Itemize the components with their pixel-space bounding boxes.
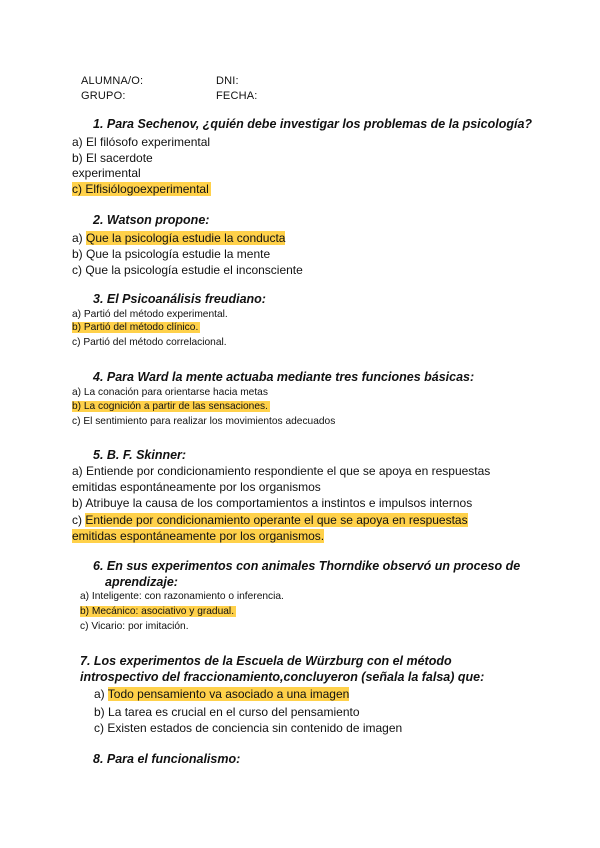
q7-option-c	[94, 721, 402, 735]
q6-option-c	[80, 621, 189, 632]
option-text: Partió del método correlacional.	[83, 337, 227, 348]
option-text: Elfisiólogoexperimental	[85, 182, 209, 196]
question-7-title: 7. Los experimentos de la Escuela de Würzburg con el método	[80, 654, 452, 668]
q4-option-a	[72, 387, 268, 398]
q7-option-b	[94, 705, 360, 719]
q5-option-a-continuation: emitidas espontáneamente por los organismos	[72, 480, 321, 494]
option-prefix: a)	[72, 309, 84, 320]
option-prefix: b)	[72, 496, 86, 510]
option-text: Mecánico: asociativo y gradual.	[91, 606, 235, 617]
option-text: Atribuye la causa de los comportamientos a instintos e impulsos internos	[85, 496, 473, 510]
q3-option-a	[72, 309, 228, 320]
option-text: Entiende por condicionamiento respondiente el que se apoya en respuestas	[86, 464, 491, 478]
question-1-title: 1. Para Sechenov, ¿quién debe investigar los problemas de la psicología?	[93, 117, 533, 131]
option-text: El sentimiento para realizar los movimientos adecuados	[83, 416, 336, 427]
option-prefix: c)	[72, 337, 84, 348]
option-prefix: c)	[94, 721, 108, 735]
q6-option-a	[80, 591, 284, 602]
option-text: Partió del método clínico.	[83, 322, 199, 333]
q5-option-b	[72, 496, 472, 510]
q3-option-b-correct	[72, 322, 200, 333]
option-text: Que la psicología estudie el inconsciente	[85, 263, 303, 277]
option-prefix: c)	[72, 263, 86, 277]
option-prefix: a)	[72, 135, 87, 149]
option-text-correct: emitidas espontáneamente por los organismos.	[72, 529, 325, 543]
q2-option-a	[72, 231, 285, 245]
option-text: Partió del método experimental.	[83, 309, 228, 320]
option-text-correct: Todo pensamiento va asociado a una imagen	[107, 687, 350, 701]
question-5-title: 5. B. F. Skinner:	[93, 448, 187, 462]
q2-option-c	[72, 263, 303, 277]
option-prefix: a)	[72, 387, 84, 398]
q1-option-a	[72, 135, 210, 149]
option-text: La cognición a partir de las sensaciones.	[83, 401, 268, 412]
option-prefix: a)	[72, 464, 87, 478]
option-text: Existen estados de conciencia sin contenido de imagen	[107, 721, 403, 735]
option-prefix: c)	[72, 182, 86, 196]
option-text: Que la psicología estudie la mente	[86, 247, 271, 261]
q4-option-c	[72, 416, 335, 427]
option-prefix: a)	[80, 591, 92, 602]
q3-option-c	[72, 337, 227, 348]
option-text-correct: Que la psicología estudie la conducta	[86, 231, 286, 245]
option-prefix: b)	[72, 151, 87, 165]
option-prefix: b)	[72, 247, 87, 261]
q1-option-c-correct	[72, 182, 211, 196]
option-text: La tarea es crucial en el curso del pensamiento	[108, 705, 360, 719]
option-text-correct: Entiende por condicionamiento operante el que se apoya en respuestas	[85, 513, 468, 527]
q5-option-c-continuation	[72, 529, 324, 543]
option-text: Inteligente: con razonamiento o inferencia.	[91, 591, 284, 602]
q5-option-c	[72, 513, 468, 527]
option-text: La conación para orientarse hacia metas	[83, 387, 268, 398]
q7-option-a	[94, 687, 349, 701]
question-2-title: 2. Watson propone:	[93, 213, 210, 227]
option-text: El sacerdote	[86, 151, 153, 165]
dni-label: DNI:	[216, 75, 239, 87]
q1-option-b-continuation: experimental	[72, 166, 141, 180]
option-prefix: a)	[94, 687, 108, 701]
option-text: Vicario: por imitación.	[91, 621, 189, 632]
option-prefix: c)	[72, 513, 86, 527]
question-3-title: 3. El Psicoanálisis freudiano:	[93, 292, 266, 306]
q4-option-b-correct	[72, 401, 270, 412]
option-prefix: a)	[72, 231, 87, 245]
option-text: El filósofo experimental	[86, 135, 211, 149]
q5-option-a	[72, 464, 490, 478]
option-prefix: c)	[80, 621, 92, 632]
q6-option-b-correct	[80, 606, 236, 617]
q2-option-b	[72, 247, 270, 261]
option-prefix: b)	[72, 322, 84, 333]
grupo-label: GRUPO:	[81, 90, 126, 102]
option-prefix: b)	[72, 401, 84, 412]
question-7-title-continuation: introspectivo del fraccionamiento,concluyeron (señala la falsa) que:	[80, 670, 485, 684]
option-prefix: b)	[80, 606, 92, 617]
option-prefix: c)	[72, 416, 84, 427]
question-4-title: 4. Para Ward la mente actuaba mediante tres funciones básicas:	[93, 370, 475, 384]
alumno-label: ALUMNA/O:	[81, 75, 144, 87]
question-6-title-continuation: aprendizaje:	[105, 575, 178, 589]
question-8-title: 8. Para el funcionalismo:	[93, 752, 241, 766]
fecha-label: FECHA:	[216, 90, 258, 102]
option-prefix: b)	[94, 705, 109, 719]
q1-option-b	[72, 151, 153, 165]
question-6-title: 6. En sus experimentos con animales Thorndike observó un proceso de	[93, 559, 521, 573]
